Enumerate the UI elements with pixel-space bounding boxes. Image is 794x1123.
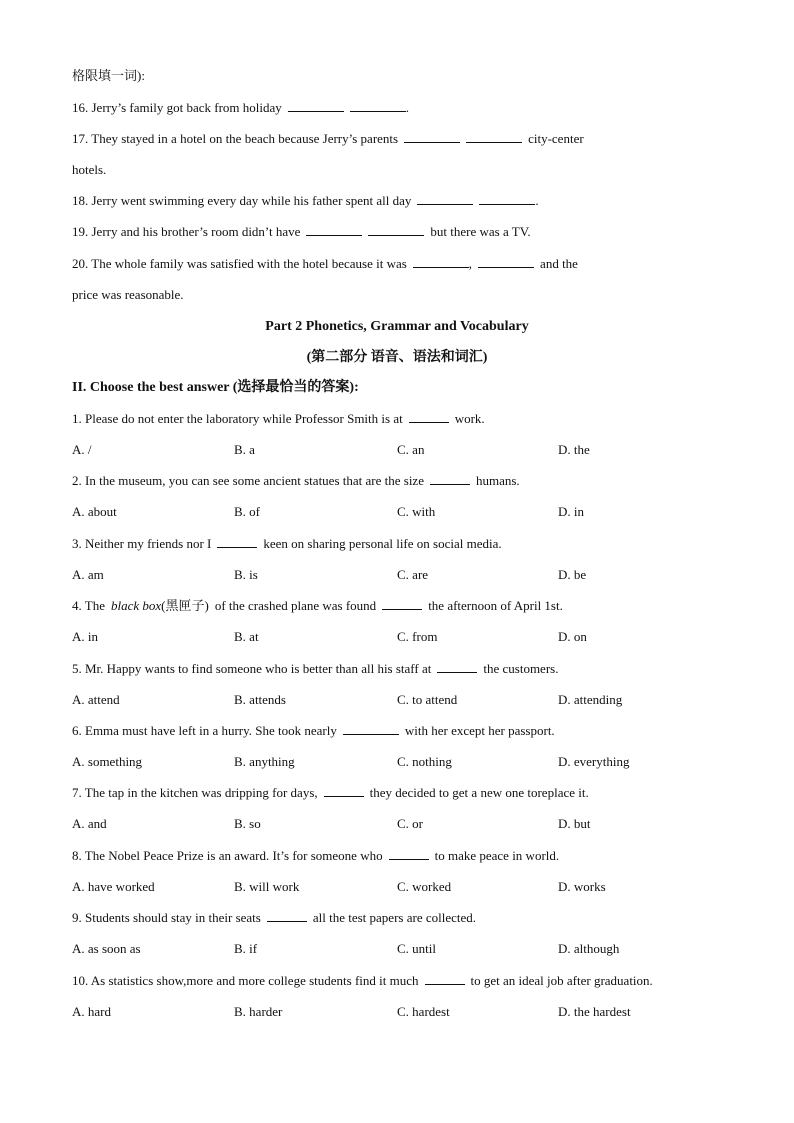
option-b[interactable]: B. of [234, 504, 260, 519]
option-d[interactable]: D. but [558, 816, 591, 831]
option-c[interactable]: C. from [397, 629, 438, 644]
answer-blank[interactable] [478, 256, 534, 268]
instruction-continuation: 格限填一词): [72, 68, 145, 83]
option-a[interactable]: A. in [72, 629, 98, 644]
answer-blank[interactable] [413, 256, 469, 268]
question-20: 20. The whole family was satisfied with the hotel because it was , and the [72, 256, 578, 271]
option-c[interactable]: C. with [397, 504, 436, 519]
answer-blank[interactable] [324, 785, 364, 797]
option-b[interactable]: B. at [234, 629, 259, 644]
option-c[interactable]: C. worked [397, 879, 452, 894]
answer-blank[interactable] [267, 910, 307, 922]
answer-blank[interactable] [343, 723, 399, 735]
answer-blank[interactable] [479, 193, 535, 205]
option-c[interactable]: C. to attend [397, 692, 458, 707]
option-c[interactable]: C. nothing [397, 754, 452, 769]
answer-blank[interactable] [288, 100, 344, 112]
option-b[interactable]: B. so [234, 816, 261, 831]
question-17: 17. They stayed in a hotel on the beach because Jerry’s parents city-center [72, 131, 584, 146]
answer-blank[interactable] [425, 973, 465, 985]
option-d[interactable]: D. everything [558, 754, 630, 769]
option-a[interactable]: A. as soon as [72, 941, 141, 956]
option-c[interactable]: C. until [397, 941, 437, 956]
part-subtitle: (第二部分 语音、语法和词汇) [306, 350, 488, 365]
answer-blank[interactable] [430, 473, 470, 485]
option-a[interactable]: A. hard [72, 1004, 111, 1019]
option-b[interactable]: B. if [234, 941, 258, 956]
question-4: 4. The black box(黑匣子) of the crashed plane was found the afternoon of April 1st. [72, 598, 563, 613]
option-b[interactable]: B. will work [234, 879, 300, 894]
question-16: 16. Jerry’s family got back from holiday . [72, 100, 410, 115]
answer-blank[interactable] [437, 661, 477, 673]
question-2: 2. In the museum, you can see some ancient statues that are the size humans. [72, 473, 520, 488]
answer-blank[interactable] [217, 536, 257, 548]
section-heading: II. Choose the best answer (选择最恰当的答案): [72, 380, 359, 395]
option-d[interactable]: D. in [558, 504, 584, 519]
option-c[interactable]: C. hardest [397, 1004, 450, 1019]
answer-blank[interactable] [306, 224, 362, 236]
option-a[interactable]: A. and [72, 816, 107, 831]
option-c[interactable]: C. an [397, 442, 425, 457]
option-a[interactable]: A. about [72, 504, 117, 519]
option-d[interactable]: D. on [558, 629, 587, 644]
option-d[interactable]: D. the hardest [558, 1004, 631, 1019]
question-5: 5. Mr. Happy wants to find someone who is better than all his staff at the customers. [72, 661, 559, 676]
answer-blank[interactable] [417, 193, 473, 205]
option-a[interactable]: A. have worked [72, 879, 155, 894]
option-b[interactable]: B. is [234, 567, 258, 582]
question-8: 8. The Nobel Peace Prize is an award. It’s for someone who to make peace in world. [72, 848, 560, 863]
option-d[interactable]: D. attending [558, 692, 623, 707]
answer-blank[interactable] [389, 848, 429, 860]
question-17-continued: hotels. [72, 162, 107, 177]
option-d[interactable]: D. be [558, 567, 587, 582]
question-3: 3. Neither my friends nor I keen on sharing personal life on social media. [72, 536, 502, 551]
question-9: 9. Students should stay in their seats all the test papers are collected. [72, 910, 477, 925]
answer-blank[interactable] [368, 224, 424, 236]
question-6: 6. Emma must have left in a hurry. She took nearly with her except her passport. [72, 723, 555, 738]
option-a[interactable]: A. / [72, 442, 92, 457]
question-10: 10. As statistics show,more and more college students find it much to get an ideal job after graduation. [72, 973, 653, 988]
option-a[interactable]: A. attend [72, 692, 120, 707]
part-title: Part 2 Phonetics, Grammar and Vocabulary [265, 319, 529, 334]
question-19: 19. Jerry and his brother’s room didn’t have but there was a TV. [72, 224, 531, 239]
question-20-continued: price was reasonable. [72, 287, 184, 302]
option-c[interactable]: C. are [397, 567, 429, 582]
option-b[interactable]: B. attends [234, 692, 286, 707]
option-d[interactable]: D. although [558, 941, 620, 956]
option-d[interactable]: D. works [558, 879, 606, 894]
question-7: 7. The tap in the kitchen was dripping for days, they decided to get a new one toreplace it. [72, 785, 589, 800]
option-c[interactable]: C. or [397, 816, 423, 831]
answer-blank[interactable] [382, 598, 422, 610]
option-a[interactable]: A. something [72, 754, 143, 769]
question-18: 18. Jerry went swimming every day while his father spent all day . [72, 193, 539, 208]
option-b[interactable]: B. a [234, 442, 255, 457]
option-b[interactable]: B. anything [234, 754, 295, 769]
question-1: 1. Please do not enter the laboratory while Professor Smith is at work. [72, 411, 485, 426]
answer-blank[interactable] [466, 131, 522, 143]
answer-blank[interactable] [404, 131, 460, 143]
option-d[interactable]: D. the [558, 442, 590, 457]
answer-blank[interactable] [350, 100, 406, 112]
option-b[interactable]: B. harder [234, 1004, 283, 1019]
option-a[interactable]: A. am [72, 567, 104, 582]
answer-blank[interactable] [409, 411, 449, 423]
